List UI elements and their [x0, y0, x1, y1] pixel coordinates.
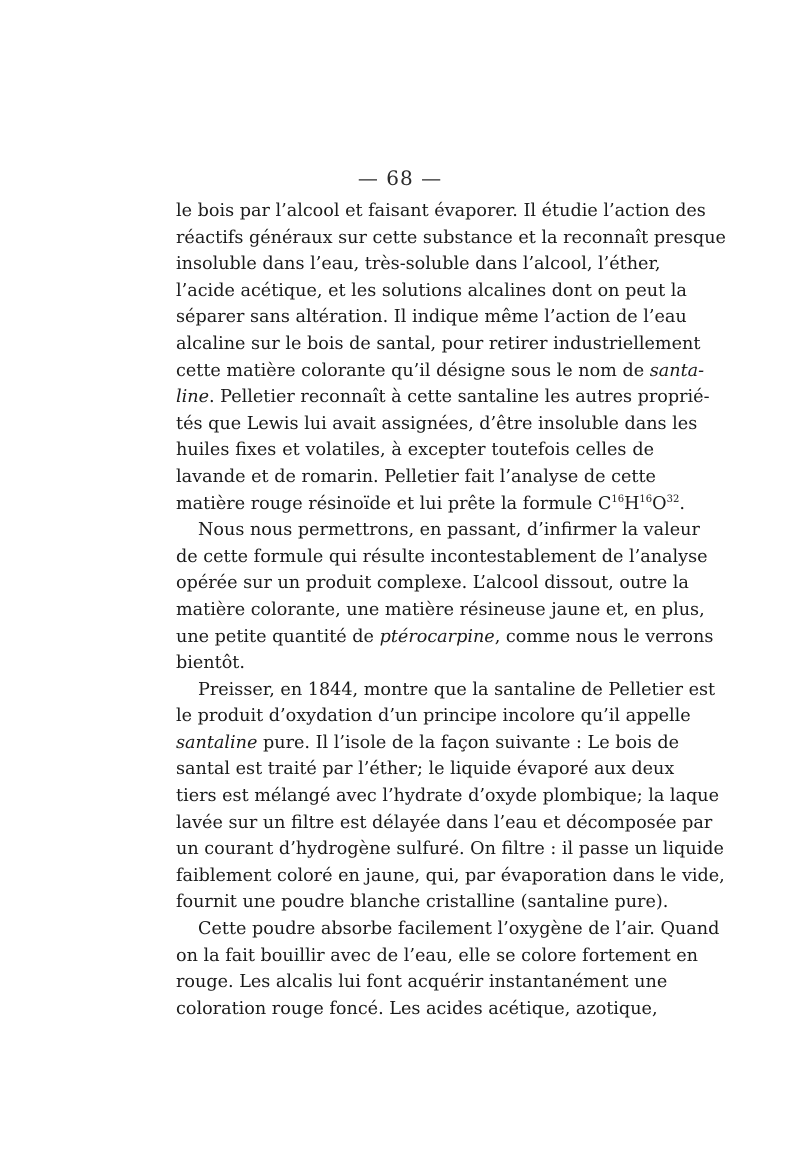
text-line	[176, 996, 658, 1023]
text-line	[176, 703, 691, 730]
text-run: de cette formule qui résulte incontestablement de l’analyse	[176, 546, 708, 567]
text-run: séparer sans altération. Il indique même l’action de l’eau	[176, 307, 687, 328]
text-run: tiers est mélangé avec l’hydrate d’oxyde plombique; la laque	[176, 786, 720, 807]
text-line	[176, 464, 654, 491]
text-line	[176, 517, 700, 544]
text-line	[176, 544, 708, 571]
text-line	[176, 304, 687, 331]
text-run: un courant d’hydrogène sulfuré. On filtre : il passe un liquide	[176, 839, 724, 860]
text-line	[176, 331, 701, 358]
text-line	[176, 756, 675, 783]
text-run: H	[624, 493, 640, 514]
italic-term: santaline	[176, 732, 258, 753]
body-text	[176, 198, 726, 1022]
text-run: le produit d’oxydation d’un principe incolore qu’il appelle	[176, 706, 691, 727]
text-run: huiles fixes et volatiles, à excepter toutefois celles de	[176, 440, 654, 461]
text-run: santal est traité par l’éther; le liquide évaporé aux deux	[176, 759, 675, 780]
text-line	[176, 650, 654, 677]
text-run: l’acide acétique, et les solutions alcalines dont on peut la	[176, 280, 687, 301]
text-run: lavande et de romarin. Pelletier fait l’analyse de cette	[176, 466, 656, 487]
text-line	[176, 943, 699, 970]
text-run: opérée sur un produit complexe. L’alcool dissout, outre la	[176, 573, 689, 594]
text-run: cette matière colorante qu’il désigne sous le nom de	[176, 360, 650, 381]
text-line	[176, 198, 706, 225]
text-run: coloration rouge foncé. Les acides acétique, azotique,	[176, 998, 658, 1019]
text-run: alcaline sur le bois de santal, pour retirer industriellement	[176, 333, 701, 354]
text-run: Cette poudre absorbe facilement l’oxygène de l’air. Quand	[198, 919, 720, 940]
text-run: insoluble dans l’eau, très-soluble dans l’alcool, l’éther,	[176, 254, 661, 275]
text-line	[176, 225, 726, 252]
text-line	[176, 358, 705, 385]
text-line	[176, 491, 685, 518]
italic-term: line	[176, 387, 209, 408]
text-line	[176, 810, 713, 837]
text-line	[176, 624, 714, 651]
text-line	[176, 437, 654, 464]
text-line	[176, 597, 705, 624]
text-run: . Pelletier reconnaît à cette santaline les autres proprié-	[209, 387, 710, 408]
text-run: réactifs généraux sur cette substance et la reconnaît presque	[176, 227, 726, 248]
text-line	[176, 677, 716, 704]
text-run: rouge. Les alcalis lui font acquérir instantanément une	[176, 972, 668, 993]
text-line	[176, 783, 720, 810]
formula-superscript: 16	[639, 493, 653, 505]
text-line	[176, 384, 710, 411]
text-run: Preisser, en 1844, montre que la santaline de Pelletier est	[198, 679, 716, 700]
text-run: faiblement coloré en jaune, qui, par évaporation dans le vide,	[176, 865, 725, 886]
text-line	[176, 916, 720, 943]
text-run: O	[652, 493, 667, 514]
text-run: on la fait bouillir avec de l’eau, elle se colore fortement en	[176, 945, 699, 966]
italic-term: ptérocarpine	[379, 626, 495, 647]
text-line	[176, 863, 725, 890]
text-run: pure. Il l’isole de la façon suivante : Le bois de	[257, 732, 680, 753]
text-run: matière colorante, une matière résineuse jaune et, en plus,	[176, 599, 705, 620]
text-run: lavée sur un filtre est délayée dans l’eau et décomposée par	[176, 812, 713, 833]
text-line	[176, 730, 680, 757]
text-run: tés que Lewis lui avait assignées, d’être insoluble dans les	[176, 413, 698, 434]
text-line	[176, 411, 698, 438]
text-run: Nous nous permettrons, en passant, d’infirmer la valeur	[198, 520, 700, 541]
page-number: — 68 —	[357, 166, 443, 190]
text-line	[176, 889, 669, 916]
italic-term: santa-	[649, 360, 705, 381]
text-run: une petite quantité de	[176, 626, 380, 647]
text-line	[176, 969, 668, 996]
text-run: .	[679, 493, 685, 514]
text-line	[176, 278, 687, 305]
text-run: le bois par l’alcool et faisant évaporer. Il étudie l’action des	[176, 201, 706, 221]
formula-superscript: 32	[666, 493, 680, 505]
text-line	[176, 836, 724, 863]
text-line	[176, 570, 689, 597]
text-line	[176, 251, 661, 278]
text-run: , comme nous le verrons	[494, 626, 714, 647]
formula-superscript: 16	[611, 493, 625, 505]
text-run: bientôt.	[176, 653, 245, 674]
text-run: fournit une poudre blanche cristalline (santaline pure).	[176, 892, 669, 913]
text-run: matière rouge résinoïde et lui prête la formule C	[176, 493, 612, 514]
